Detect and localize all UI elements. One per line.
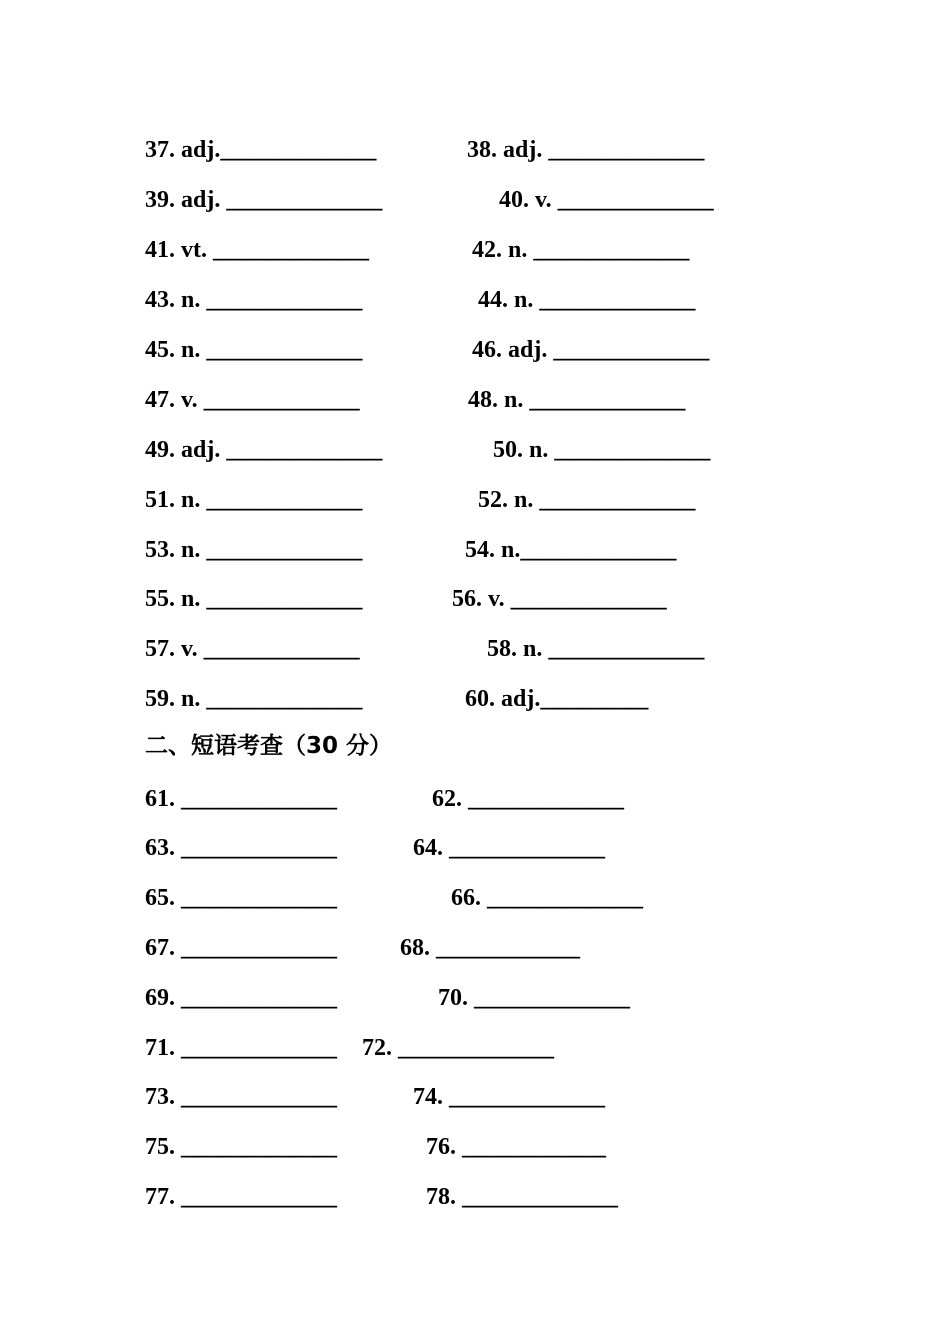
blank-69[interactable]: 69. _____________ (145, 985, 337, 1011)
blank-41[interactable]: 41. vt. _____________ (145, 237, 369, 263)
blank-39[interactable]: 39. adj. _____________ (145, 187, 383, 213)
blank-49[interactable]: 49. adj. _____________ (145, 437, 383, 463)
blank-45[interactable]: 45. n. _____________ (145, 337, 363, 363)
blank-62[interactable]: 62. _____________ (432, 786, 624, 812)
blank-53[interactable]: 53. n. _____________ (145, 537, 363, 563)
blank-68[interactable]: 68. ____________ (400, 935, 580, 961)
blank-66[interactable]: 66. _____________ (451, 885, 643, 911)
blank-56[interactable]: 56. v. _____________ (452, 586, 667, 612)
blank-46[interactable]: 46. adj. _____________ (472, 337, 710, 363)
blank-75[interactable]: 75. _____________ (145, 1134, 337, 1160)
blank-43[interactable]: 43. n. _____________ (145, 287, 363, 313)
blank-59[interactable]: 59. n. _____________ (145, 686, 363, 712)
blank-54[interactable]: 54. n._____________ (465, 537, 677, 563)
blank-67[interactable]: 67. _____________ (145, 935, 337, 961)
blank-55[interactable]: 55. n. _____________ (145, 586, 363, 612)
blank-37[interactable]: 37. adj._____________ (145, 137, 377, 163)
blank-42[interactable]: 42. n. _____________ (472, 237, 690, 263)
blank-48[interactable]: 48. n. _____________ (468, 387, 686, 413)
blank-76[interactable]: 76. ____________ (426, 1134, 606, 1160)
blank-47[interactable]: 47. v. _____________ (145, 387, 360, 413)
blank-72[interactable]: 72. _____________ (362, 1035, 554, 1061)
blank-64[interactable]: 64. _____________ (413, 835, 605, 861)
blank-70[interactable]: 70. _____________ (438, 985, 630, 1011)
blank-50[interactable]: 50. n. _____________ (493, 437, 711, 463)
blank-58[interactable]: 58. n. _____________ (487, 636, 705, 662)
section-title-phrases: 二、短语考查（30 分） (145, 733, 393, 759)
blank-78[interactable]: 78. _____________ (426, 1184, 618, 1210)
blank-57[interactable]: 57. v. _____________ (145, 636, 360, 662)
blank-74[interactable]: 74. _____________ (413, 1084, 605, 1110)
blank-52[interactable]: 52. n. _____________ (478, 487, 696, 513)
blank-40[interactable]: 40. v. _____________ (499, 187, 714, 213)
blank-61[interactable]: 61. _____________ (145, 786, 337, 812)
blank-65[interactable]: 65. _____________ (145, 885, 337, 911)
blank-71[interactable]: 71. _____________ (145, 1035, 337, 1061)
blank-38[interactable]: 38. adj. _____________ (467, 137, 705, 163)
blank-77[interactable]: 77. _____________ (145, 1184, 337, 1210)
blank-51[interactable]: 51. n. _____________ (145, 487, 363, 513)
blank-44[interactable]: 44. n. _____________ (478, 287, 696, 313)
blank-63[interactable]: 63. _____________ (145, 835, 337, 861)
blank-73[interactable]: 73. _____________ (145, 1084, 337, 1110)
blank-60[interactable]: 60. adj._________ (465, 686, 649, 712)
